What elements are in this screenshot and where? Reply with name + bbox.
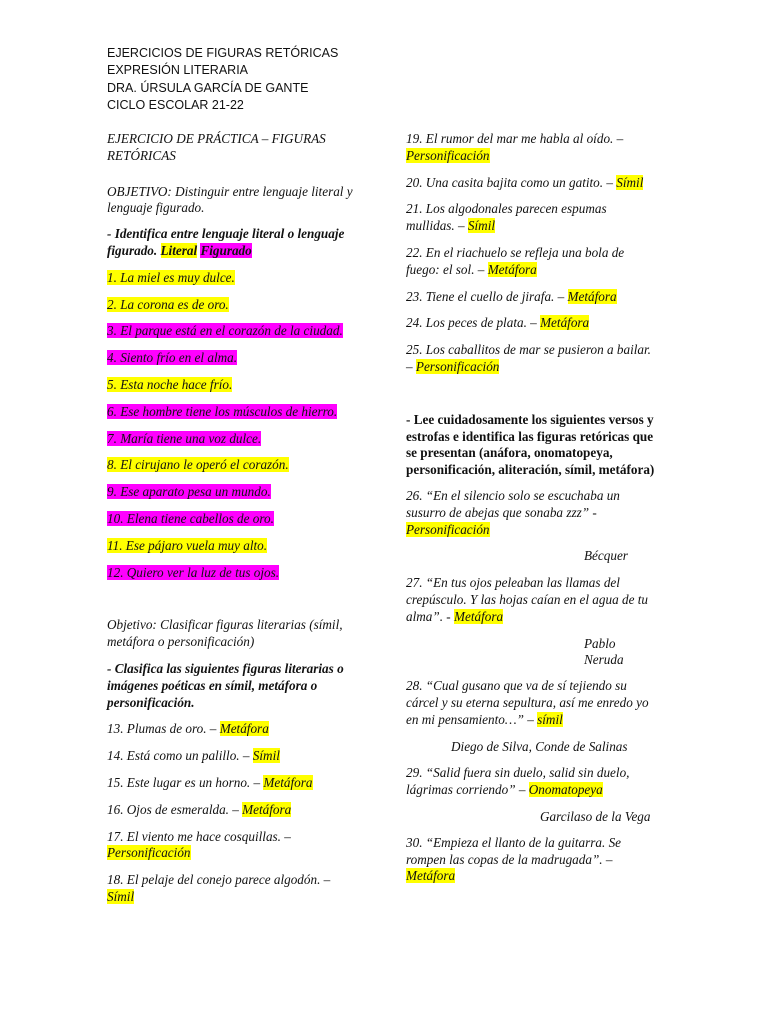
instruction-3: - Lee cuidadosamente los siguientes versos y estrofas e identifica las figuras retóricas que se presentan (anáfora, onomatopeya, personificación, aliteración, símil, metáfora) <box>406 411 655 478</box>
item-4: 4. Siento frío en el alma. <box>107 350 238 366</box>
answer-14: Símil <box>252 748 280 764</box>
question-21 <box>406 201 656 235</box>
question-23 <box>406 289 656 306</box>
question-22 <box>406 245 656 279</box>
header-cycle: CICLO ESCOLAR 21-22 <box>107 98 244 113</box>
question-30-text: 30. “Empieza el llanto de la guitarra. Se rompen las copas de la madrugada”. – <box>406 834 622 867</box>
question-17-text: 17. El viento me hace cosquillas. – <box>107 828 291 844</box>
question-24 <box>406 315 656 332</box>
instruction-1 <box>107 226 357 260</box>
question-13-text: 13. Plumas de oro. – <box>107 721 220 737</box>
answer-30: Metáfora <box>406 868 456 884</box>
question-14-text: 14. Está como un palillo. – <box>107 748 253 764</box>
question-30 <box>406 835 656 885</box>
author-becquer: Bécquer <box>584 548 628 564</box>
answer-24: Metáfora <box>540 315 590 331</box>
figurado-label: Figurado <box>200 242 252 258</box>
question-24-text: 24. Los peces de plata. – <box>406 315 541 331</box>
question-19-text: 19. El rumor del mar me habla al oído. – <box>406 131 624 146</box>
objective-2: Objetivo: Clasificar figuras literarias (símil, metáfora o personificación) <box>107 617 343 650</box>
question-28 <box>406 678 656 728</box>
question-15 <box>107 775 357 792</box>
question-14 <box>107 748 357 765</box>
question-19 <box>406 131 656 165</box>
author-neruda-first: Pablo <box>584 635 616 651</box>
instruction-2: - Clasifica las siguientes figuras literarias o imágenes poéticas en símil, metáfora o personificación. <box>107 660 344 710</box>
question-15-text: 15. Este lugar es un horno. – <box>107 774 264 790</box>
item-11: 11. Ese pájaro vuela muy alto. <box>107 537 268 553</box>
question-18-text: 18. El pelaje del conejo parece algodón. – <box>107 872 331 888</box>
item-10: 10. Elena tiene cabellos de oro. <box>107 510 274 526</box>
document-header <box>107 45 338 115</box>
answer-29: Onomatopeya <box>528 782 603 798</box>
item-5: 5. Esta noche hace frío. <box>107 376 233 392</box>
item-2: 2. La corona es de oro. <box>107 296 229 312</box>
answer-20: Símil <box>616 174 644 190</box>
item-1: 1. La miel es muy dulce. <box>107 269 235 285</box>
question-21-text: 21. Los algodonales parecen espumas mullidas. – <box>406 201 607 234</box>
answer-21: Símil <box>467 218 496 234</box>
left-column <box>107 131 357 906</box>
question-16 <box>107 802 357 819</box>
question-25-text: 25. Los caballitos de mar se pusieron a bailar. – <box>406 342 651 374</box>
answer-17: Personificación <box>107 845 191 861</box>
question-20-text: 20. Una casita bajita como un gatito. – <box>406 174 617 190</box>
author-garcilaso: Garcilaso de la Vega <box>540 808 651 824</box>
header-title: EJERCICIOS DE FIGURAS RETÓRICAS <box>107 46 339 60</box>
right-column <box>406 131 656 885</box>
exercise-title: EJERCICIO DE PRÁCTICA – FIGURAS RETÓRICAS <box>107 131 326 163</box>
answer-22: Metáfora <box>487 261 537 277</box>
question-23-text: 23. Tiene el cuello de jirafa. – <box>406 288 568 304</box>
author-diego-de-silva: Diego de Silva, Conde de Salinas <box>451 738 628 754</box>
answer-18: Símil <box>107 888 135 904</box>
question-27-text: 27. “En tus ojos peleaban las llamas del crepúsculo. Y las hojas caían en el agua de tu alma”. - <box>406 575 648 624</box>
answer-27: Metáfora <box>454 608 504 624</box>
question-28-text: 28. “Cual gusano que va de sí tejiendo su cárcel y su eterna sepultura, así me enredo yo en mi pensamiento…” – <box>406 678 649 727</box>
answer-19: Personificación <box>406 147 490 163</box>
question-20 <box>406 175 656 192</box>
objective-1: OBJETIVO: Distinguir entre lenguaje literal y lenguaje figurado. <box>107 183 353 216</box>
item-7: 7. María tiene una voz dulce. <box>107 430 262 446</box>
question-29-text: 29. “Salid fuera sin duelo, salid sin duelo, lágrimas corriendo” – <box>406 765 630 798</box>
question-22-text: 22. En el riachuelo se refleja una bola de fuego: el sol. – <box>406 244 625 277</box>
answer-25: Personificación <box>415 358 500 374</box>
answer-23: Metáfora <box>567 288 617 304</box>
answer-15: Metáfora <box>263 774 313 790</box>
author-neruda-last: Neruda <box>584 652 624 668</box>
item-12: 12. Quiero ver la luz de tus ojos. <box>107 564 280 580</box>
question-16-text: 16. Ojos de esmeralda. – <box>107 801 243 817</box>
question-27 <box>406 575 656 625</box>
answer-13: Metáfora <box>219 721 269 737</box>
instruction-1-text: - Identifica entre lenguaje literal o lenguaje figurado. <box>107 226 345 258</box>
answer-28: símil <box>537 711 563 727</box>
question-26 <box>406 488 656 538</box>
question-13 <box>107 721 357 738</box>
item-6: 6. Ese hombre tiene los músculos de hierro. <box>107 403 338 419</box>
question-29 <box>406 765 656 799</box>
literal-label: Literal <box>160 242 198 258</box>
question-18 <box>107 872 357 906</box>
question-25 <box>406 342 656 376</box>
answer-26: Personificación <box>406 521 490 537</box>
header-course: EXPRESIÓN LITERARIA <box>107 63 249 78</box>
item-9: 9. Ese aparato pesa un mundo. <box>107 484 271 500</box>
question-17 <box>107 829 357 863</box>
question-26-text: 26. “En el silencio solo se escuchaba un susurro de abejas que sonaba zzz” - <box>406 487 620 520</box>
header-teacher: DRA. ÚRSULA GARCÍA DE GANTE <box>107 80 309 95</box>
item-8: 8. El cirujano le operó el corazón. <box>107 457 289 473</box>
item-3: 3. El parque está en el corazón de la ciudad. <box>107 323 343 339</box>
answer-16: Metáfora <box>242 801 292 817</box>
